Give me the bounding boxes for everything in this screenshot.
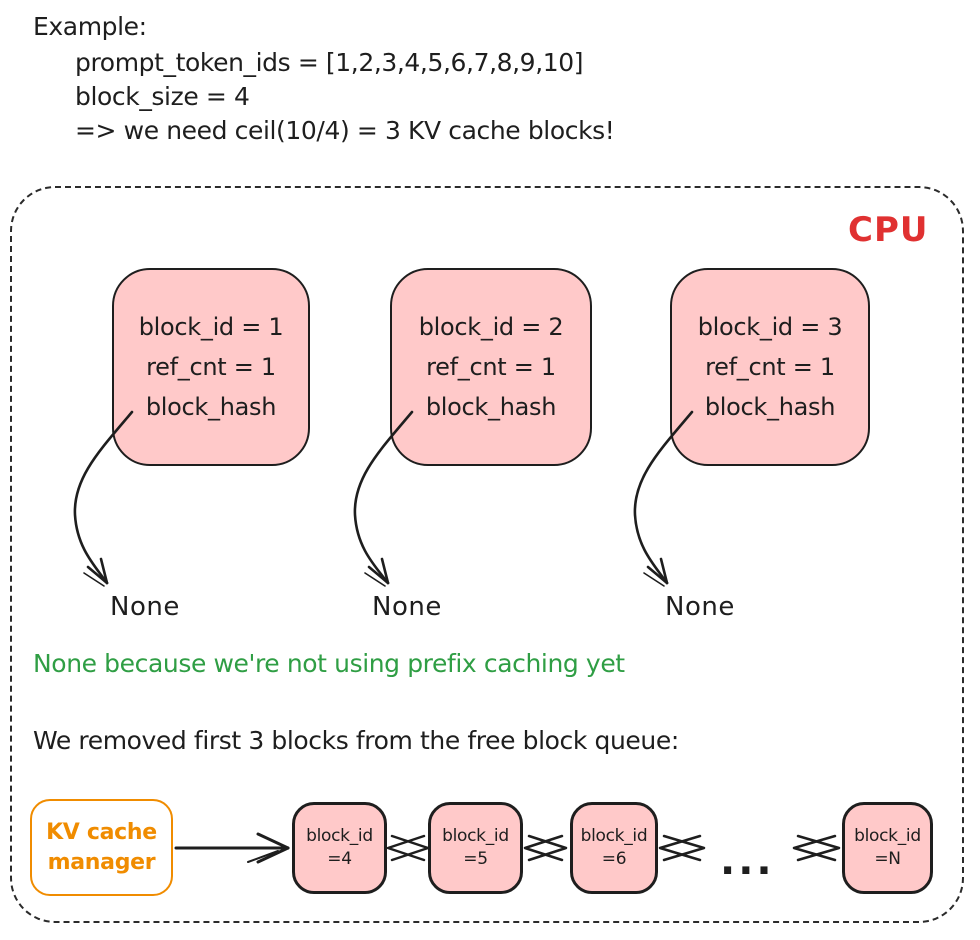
cache-block-2-id: block_id = 2 [418, 313, 564, 341]
example-title: Example: [33, 12, 147, 41]
queue-block-6 [570, 802, 658, 894]
hash-value-none-3: None [665, 592, 735, 622]
queue-block-4 [292, 802, 387, 894]
free-queue-caption: We removed first 3 blocks from the free block queue: [33, 726, 679, 755]
kv-cache-manager-label-line2: manager [47, 849, 156, 875]
kv-cache-manager-box [30, 799, 173, 896]
example-line-conclusion: => we need ceil(10/4) = 3 KV cache blocks! [75, 116, 615, 145]
example-line-block-size: block_size = 4 [75, 82, 250, 111]
queue-block-N [842, 802, 933, 894]
queue-block-5-name: block_id [442, 826, 509, 846]
queue-block-5-value: =5 [463, 849, 488, 869]
cache-block-2 [390, 268, 592, 466]
queue-block-4-name: block_id [306, 826, 373, 846]
queue-block-4-value: =4 [327, 849, 352, 869]
queue-block-N-name: block_id [854, 826, 921, 846]
cache-block-2-refcnt: ref_cnt = 1 [426, 353, 556, 381]
cache-block-3-refcnt: ref_cnt = 1 [705, 353, 835, 381]
cache-block-3 [670, 268, 870, 466]
example-line-prompt-tokens: prompt_token_ids = [1,2,3,4,5,6,7,8,9,10] [75, 48, 584, 77]
queue-block-N-value: =N [874, 849, 901, 869]
cache-block-3-hash: block_hash [704, 393, 836, 421]
queue-ellipsis: ... [720, 838, 775, 884]
cache-block-3-id: block_id = 3 [697, 313, 843, 341]
cache-block-1-refcnt: ref_cnt = 1 [146, 353, 276, 381]
example-text [33, 10, 614, 148]
hash-value-none-1: None [110, 592, 180, 622]
prefix-caching-note: None because we're not using prefix caching yet [33, 649, 625, 678]
queue-block-6-value: =6 [601, 849, 627, 869]
cache-block-1-hash: block_hash [145, 393, 277, 421]
hash-value-none-2: None [372, 592, 442, 622]
cpu-region-label: CPU [848, 210, 929, 250]
kv-cache-manager-label-line1: KV cache [46, 819, 157, 845]
queue-block-6-name: block_id [580, 826, 648, 846]
cache-block-2-hash: block_hash [425, 393, 557, 421]
queue-block-5 [428, 802, 523, 894]
cache-block-1 [112, 268, 310, 466]
cache-block-1-id: block_id = 1 [138, 313, 284, 341]
